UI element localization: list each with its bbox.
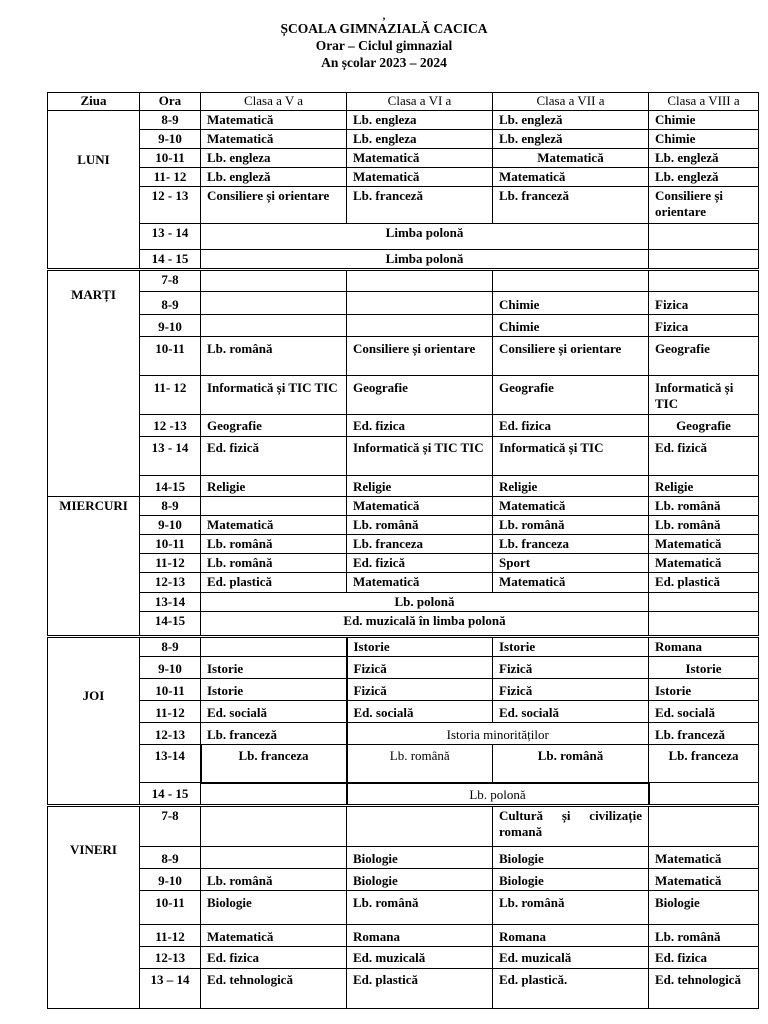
hour-cell: 10-11 <box>140 679 201 701</box>
class-8-cell <box>649 593 759 612</box>
class-5-cell: Geografie <box>201 415 347 437</box>
hour-cell: 8-9 <box>140 497 201 516</box>
hour-cell: 8-9 <box>140 637 201 657</box>
day-vineri: VINERI <box>48 805 140 1008</box>
class-8-cell: Geografie <box>649 415 759 437</box>
table-row <box>48 946 759 968</box>
table-row <box>48 337 759 376</box>
class-6-cell: Biologie <box>347 868 493 890</box>
class-6-cell: Lb. română <box>347 516 493 535</box>
class-8-cell: Matematică <box>649 868 759 890</box>
class-5-cell: Ed. tehnologică <box>201 968 347 1008</box>
class-6-cell: Ed. fizica <box>347 415 493 437</box>
class-5-cell <box>201 805 347 846</box>
class-8-cell: Fizica <box>649 292 759 315</box>
hour-cell: 11-12 <box>140 554 201 573</box>
table-row <box>48 415 759 437</box>
class-5-cell <box>201 315 347 337</box>
class-5-cell: Matematică <box>201 130 347 149</box>
class-5-cell: Istorie <box>201 657 347 679</box>
table-row <box>48 593 759 612</box>
table-row <box>48 657 759 679</box>
class-7-cell-text: Cultură și civilizație romană <box>499 807 642 839</box>
hour-cell: 9-10 <box>140 657 201 679</box>
class-6-cell: Lb. franceza <box>347 535 493 554</box>
class-7-cell: Ed. fizica <box>493 415 649 437</box>
class-8-cell: Religie <box>649 476 759 497</box>
class-8-cell: Chimie <box>649 130 759 149</box>
hour-cell: 10-11 <box>140 535 201 554</box>
class-5-cell: Informatică și TIC TIC <box>201 376 347 415</box>
hour-cell: 8-9 <box>140 846 201 868</box>
class-5-cell <box>201 637 347 657</box>
table-row <box>48 745 759 783</box>
class-5-cell: Ed. fizică <box>201 437 347 476</box>
class-8-cell: Consiliere și orientare <box>649 187 759 224</box>
header-class-5: Clasa a V a <box>201 93 347 111</box>
class-6-cell: Istorie <box>347 637 493 657</box>
table-row <box>48 573 759 593</box>
class-7-cell: Consiliere și orientare <box>493 337 649 376</box>
hour-cell: 11-12 <box>140 701 201 723</box>
class-6-cell: Matematică <box>347 168 493 187</box>
class-7-cell: Geografie <box>493 376 649 415</box>
class-6-cell: Romana <box>347 924 493 946</box>
schedule-title: Orar – Ciclul gimnazial <box>315 38 453 53</box>
class-6-cell: Ed. socială <box>347 701 493 723</box>
school-name: ȘCOALA GIMNAZIALĂ CACICA <box>280 21 488 36</box>
class-8-cell: Lb. română <box>649 497 759 516</box>
table-row <box>48 130 759 149</box>
hour-cell: 9-10 <box>140 868 201 890</box>
class-7-cell: Istorie <box>493 637 649 657</box>
merged-class-cell: Istoria minorităților <box>347 723 649 745</box>
class-6-cell: Lb. română <box>347 890 493 924</box>
class-6-cell: Religie <box>347 476 493 497</box>
class-8-cell: Lb. engleză <box>649 149 759 168</box>
class-7-cell: Chimie <box>493 315 649 337</box>
table-row <box>48 497 759 516</box>
class-5-cell: Lb. franceză <box>201 723 347 745</box>
hour-cell: 7-8 <box>140 805 201 846</box>
class-6-cell: Fizică <box>347 679 493 701</box>
class-7-cell: Matematică <box>493 168 649 187</box>
class-8-cell: Lb. franceza <box>649 745 759 783</box>
table-row <box>48 437 759 476</box>
class-5-cell: Lb. română <box>201 535 347 554</box>
table-row <box>48 554 759 573</box>
class-5-cell <box>201 292 347 315</box>
header-class-8: Clasa a VIII a <box>649 93 759 111</box>
class-6-cell <box>347 270 493 292</box>
hour-cell: 12 -13 <box>140 415 201 437</box>
class-7-cell: Ed. socială <box>493 701 649 723</box>
class-7-cell: Informatică și TIC <box>493 437 649 476</box>
class-7-cell: Lb. română <box>493 890 649 924</box>
hour-cell: 12-13 <box>140 723 201 745</box>
class-6-cell: Lb. engleza <box>347 130 493 149</box>
timetable <box>47 92 759 1009</box>
class-7-cell: Fizică <box>493 679 649 701</box>
class-8-cell: Lb. franceză <box>649 723 759 745</box>
hour-cell: 14-15 <box>140 476 201 497</box>
merged-class-cell: Ed. muzicală în limba polonă <box>201 612 649 637</box>
class-5-cell: Ed. plastică <box>201 573 347 593</box>
class-6-cell: Ed. fizică <box>347 554 493 573</box>
table-row <box>48 868 759 890</box>
class-5-cell: Matematică <box>201 924 347 946</box>
class-8-cell <box>649 224 759 250</box>
table-row <box>48 476 759 497</box>
class-8-cell: Matematică <box>649 846 759 868</box>
table-row <box>48 612 759 637</box>
class-8-cell: Istorie <box>649 657 759 679</box>
class-6-cell: Lb. română <box>347 745 493 783</box>
table-row <box>48 701 759 723</box>
table-row <box>48 805 759 846</box>
class-6-cell: Matematică <box>347 497 493 516</box>
class-7-cell: Lb. engleză <box>493 130 649 149</box>
hour-cell: 11- 12 <box>140 168 201 187</box>
class-7-cell: Romana <box>493 924 649 946</box>
class-8-cell: Matematică <box>649 554 759 573</box>
class-8-cell: Istorie <box>649 679 759 701</box>
class-7-cell: Lb. română <box>493 516 649 535</box>
class-8-cell: Lb. engleză <box>649 168 759 187</box>
class-7-cell: Matematică <box>493 573 649 593</box>
class-5-cell: Lb. engleza <box>201 149 347 168</box>
table-row <box>48 924 759 946</box>
class-6-cell: Ed. muzicală <box>347 946 493 968</box>
hour-cell: 8-9 <box>140 111 201 130</box>
class-7-cell: Fizică <box>493 657 649 679</box>
class-8-cell: Informatică și TIC <box>649 376 759 415</box>
class-7-cell: Religie <box>493 476 649 497</box>
day-joi: JOI <box>48 637 140 806</box>
class-7-cell: Lb. franceză <box>493 187 649 224</box>
class-8-cell <box>649 783 759 806</box>
document-header: , ȘCOALA GIMNAZIALĂ CACICA Orar – Ciclul gimnazial An școlar 2023 – 2024 <box>0 12 768 71</box>
class-5-cell <box>201 497 347 516</box>
day-luni: LUNI <box>48 111 140 270</box>
hour-cell: 14-15 <box>140 612 201 637</box>
table-row <box>48 376 759 415</box>
class-7-cell <box>493 805 649 846</box>
table-row <box>48 783 759 806</box>
class-6-cell: Consiliere și orientare <box>347 337 493 376</box>
class-7-cell: Lb. franceza <box>493 535 649 554</box>
class-5-cell: Lb. franceza <box>201 745 347 783</box>
class-5-cell: Consiliere și orientare <box>201 187 347 224</box>
merged-class-cell: Lb. polonă <box>201 593 649 612</box>
class-8-cell <box>649 805 759 846</box>
class-8-cell <box>649 250 759 270</box>
table-row <box>48 723 759 745</box>
class-7-cell: Biologie <box>493 846 649 868</box>
class-8-cell <box>649 270 759 292</box>
table-row <box>48 292 759 315</box>
class-5-cell: Lb. română <box>201 337 347 376</box>
table-row <box>48 224 759 250</box>
table-row <box>48 111 759 130</box>
class-5-cell: Lb. română <box>201 554 347 573</box>
merged-class-cell: Lb. polonă <box>347 783 649 806</box>
hour-cell: 13-14 <box>140 745 201 783</box>
class-8-cell: Biologie <box>649 890 759 924</box>
hour-cell: 11-12 <box>140 924 201 946</box>
merged-class-cell: Limba polonă <box>201 224 649 250</box>
class-6-cell: Matematică <box>347 149 493 168</box>
hour-cell: 12-13 <box>140 573 201 593</box>
hour-cell: 9-10 <box>140 516 201 535</box>
hour-cell: 13 – 14 <box>140 968 201 1008</box>
table-row <box>48 250 759 270</box>
day-marti: MARȚI <box>48 270 140 497</box>
hour-cell: 13-14 <box>140 593 201 612</box>
class-7-cell: Chimie <box>493 292 649 315</box>
hour-cell: 7-8 <box>140 270 201 292</box>
table-row <box>48 968 759 1008</box>
class-7-cell: Biologie <box>493 868 649 890</box>
hour-cell: 12-13 <box>140 946 201 968</box>
class-6-cell: Biologie <box>347 846 493 868</box>
hour-cell: 14 - 15 <box>140 783 201 806</box>
class-5-cell: Lb. română <box>201 868 347 890</box>
class-5-cell <box>201 783 347 806</box>
hour-cell: 8-9 <box>140 292 201 315</box>
table-header-row <box>48 93 759 111</box>
hour-cell: 13 - 14 <box>140 437 201 476</box>
class-6-cell <box>347 292 493 315</box>
class-8-cell: Romana <box>649 637 759 657</box>
class-6-cell: Ed. plastică <box>347 968 493 1008</box>
class-7-cell: Lb. engleză <box>493 111 649 130</box>
hour-cell: 10-11 <box>140 890 201 924</box>
table-row <box>48 637 759 657</box>
hour-cell: 14 - 15 <box>140 250 201 270</box>
hour-cell: 12 - 13 <box>140 187 201 224</box>
class-6-cell <box>347 805 493 846</box>
header-class-6: Clasa a VI a <box>347 93 493 111</box>
table-row <box>48 535 759 554</box>
class-5-cell <box>201 270 347 292</box>
class-6-cell: Matematică <box>347 573 493 593</box>
hour-cell: 9-10 <box>140 315 201 337</box>
table-row <box>48 149 759 168</box>
class-8-cell: Ed. fizica <box>649 946 759 968</box>
header-class-7: Clasa a VII a <box>493 93 649 111</box>
class-5-cell <box>201 846 347 868</box>
class-6-cell: Fizică <box>347 657 493 679</box>
class-5-cell: Istorie <box>201 679 347 701</box>
class-8-cell: Lb. română <box>649 924 759 946</box>
class-6-cell <box>347 315 493 337</box>
hour-cell: 10-11 <box>140 149 201 168</box>
class-7-cell: Ed. muzicală <box>493 946 649 968</box>
class-8-cell: Geografie <box>649 337 759 376</box>
class-7-cell: Ed. plastică. <box>493 968 649 1008</box>
header-day: Ziua <box>48 93 140 111</box>
class-8-cell: Ed. tehnologică <box>649 968 759 1008</box>
table-row <box>48 890 759 924</box>
table-row <box>48 846 759 868</box>
class-5-cell: Biologie <box>201 890 347 924</box>
hour-cell: 11- 12 <box>140 376 201 415</box>
class-8-cell: Chimie <box>649 111 759 130</box>
class-5-cell: Matematică <box>201 111 347 130</box>
table-row <box>48 270 759 292</box>
class-6-cell: Geografie <box>347 376 493 415</box>
class-5-cell: Religie <box>201 476 347 497</box>
class-6-cell: Lb. franceză <box>347 187 493 224</box>
class-5-cell: Ed. fizica <box>201 946 347 968</box>
class-8-cell: Lb. română <box>649 516 759 535</box>
class-6-cell: Lb. engleza <box>347 111 493 130</box>
table-row <box>48 187 759 224</box>
class-7-cell: Matematică <box>493 149 649 168</box>
hour-cell: 10-11 <box>140 337 201 376</box>
class-7-cell: Matematică <box>493 497 649 516</box>
class-8-cell <box>649 612 759 637</box>
table-row <box>48 679 759 701</box>
school-year: An școlar 2023 – 2024 <box>321 55 447 70</box>
class-8-cell: Ed. socială <box>649 701 759 723</box>
hour-cell: 9-10 <box>140 130 201 149</box>
table-row <box>48 168 759 187</box>
class-5-cell: Ed. socială <box>201 701 347 723</box>
table-row <box>48 516 759 535</box>
header-hour: Ora <box>140 93 201 111</box>
class-8-cell: Fizica <box>649 315 759 337</box>
day-miercuri: MIERCURI <box>48 497 140 637</box>
class-5-cell: Matematică <box>201 516 347 535</box>
class-7-cell: Sport <box>493 554 649 573</box>
class-5-cell: Lb. engleză <box>201 168 347 187</box>
class-8-cell: Matematică <box>649 535 759 554</box>
class-7-cell <box>493 270 649 292</box>
class-8-cell: Ed. plastică <box>649 573 759 593</box>
hour-cell: 13 - 14 <box>140 224 201 250</box>
table-row <box>48 315 759 337</box>
class-6-cell: Informatică și TIC TIC <box>347 437 493 476</box>
merged-class-cell: Limba polonă <box>201 250 649 270</box>
class-8-cell: Ed. fizică <box>649 437 759 476</box>
class-7-cell: Lb. română <box>493 745 649 783</box>
